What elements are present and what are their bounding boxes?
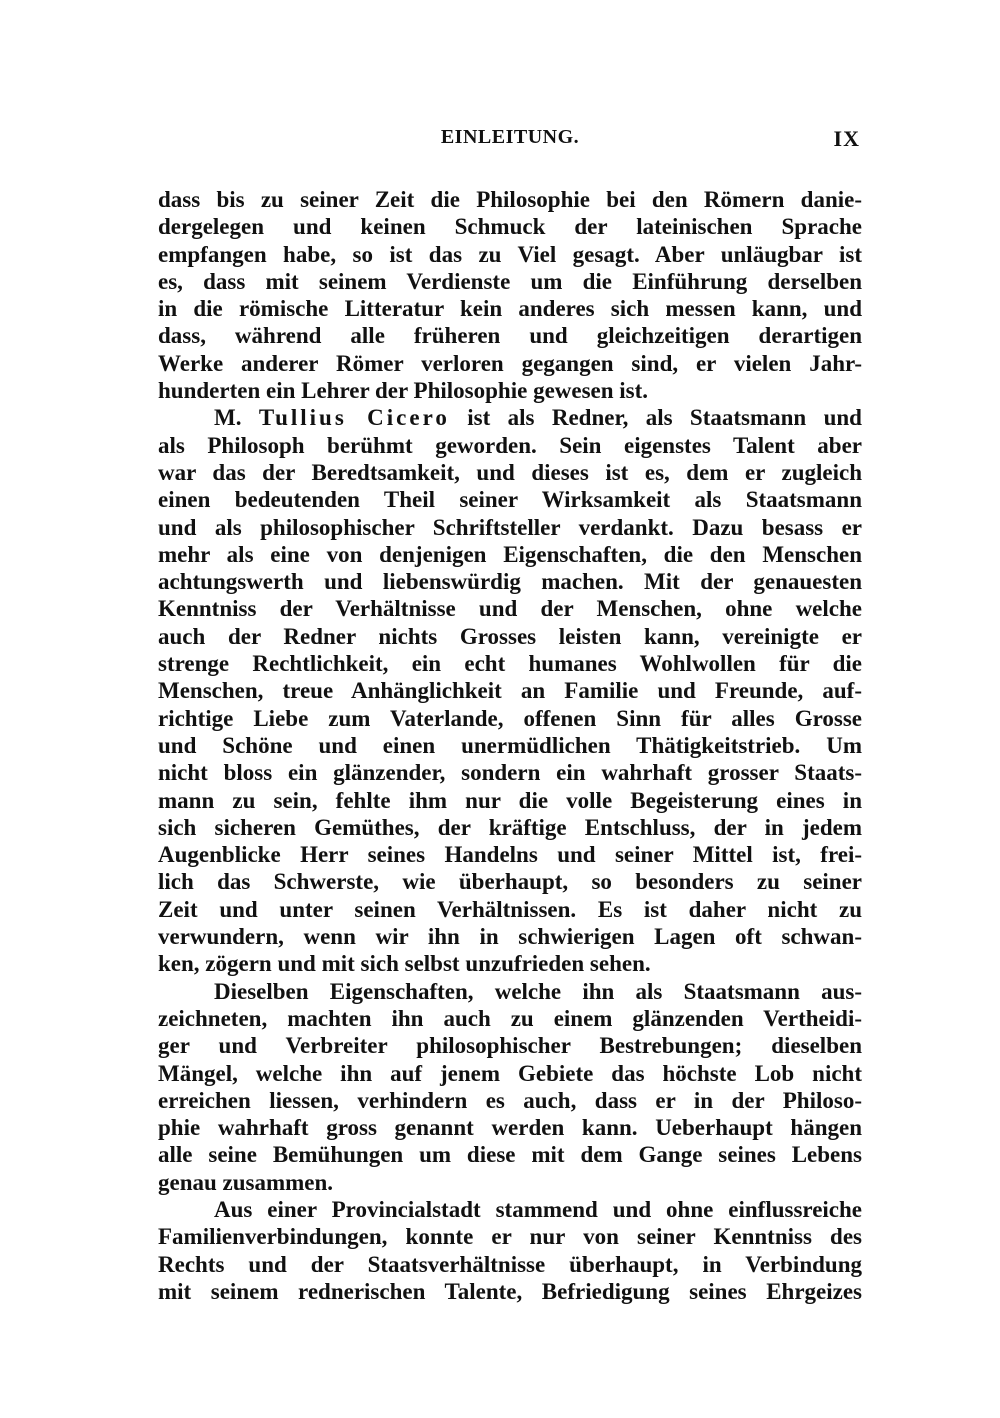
text-line: phie wahrhaft gross genannt werden kann. Ueberhaupt hängen: [158, 1115, 862, 1141]
text-line: hunderten ein Lehrer der Philosophie gewesen ist.: [158, 378, 649, 404]
text-line: mehr als eine von denjenigen Eigenschaften, die den Menschen: [158, 541, 862, 567]
text-line: erreichen liessen, verhindern es auch, dass er in der Philoso-: [158, 1087, 862, 1113]
text-line: Familienverbindungen, konnte er nur von seiner Kenntniss des: [158, 1224, 862, 1250]
text-line: lich das Schwerste, wie überhaupt, so besonders zu seiner: [158, 869, 862, 895]
text-line: dergelegen und keinen Schmuck der lateinischen Sprache: [158, 214, 862, 240]
text-line: Rechts und der Staatsverhältnisse überhaupt, in Verbindung: [158, 1251, 862, 1277]
author-name: Tullius Cicero: [258, 405, 450, 431]
text-line: achtungswerth und liebenswürdig machen. Mit der genauesten: [158, 569, 862, 595]
text-line: Aus einer Provincialstadt stammend und ohne einflussreiche: [214, 1196, 862, 1222]
text-line: strenge Rechtlichkeit, ein echt humanes Wohlwollen für die: [158, 651, 862, 677]
text-line: empfangen habe, so ist das zu Viel gesagt. Aber unläugbar ist: [158, 241, 862, 267]
text-line: Kenntniss der Verhältnisse und der Menschen, ohne welche: [158, 596, 862, 622]
page-number: IX: [833, 126, 860, 151]
body-text: [158, 186, 862, 1305]
text-line: verwundern, wenn wir ihn in schwierigen Lagen oft schwan-: [158, 924, 862, 950]
text-line: es, dass mit seinem Verdienste um die Einführung derselben: [158, 268, 862, 294]
text-line: Werke anderer Römer verloren gegangen sind, er vielen Jahr-: [158, 350, 862, 376]
text-line: sich sicheren Gemüthes, der kräftige Entschluss, der in jedem: [158, 814, 862, 840]
text-line: mit seinem rednerischen Talente, Befriedigung seines Ehrgeizes: [158, 1278, 862, 1304]
text-line: genau zusammen.: [158, 1169, 334, 1195]
text-line: und als philosophischer Schriftsteller verdankt. Dazu besass er: [158, 514, 862, 540]
text-line: ken, zögern und mit sich selbst unzufrieden sehen.: [158, 951, 651, 977]
running-title: EINLEITUNG.: [440, 126, 580, 148]
text-line: alle seine Bemühungen um diese mit dem Gange seines Lebens: [158, 1142, 862, 1168]
text-line: dass bis zu seiner Zeit die Philosophie bei den Römern danie-: [158, 187, 862, 212]
page-header: [158, 126, 862, 160]
text-line: Mängel, welche ihn auf jenem Gebiete das höchste Lob nicht: [158, 1060, 862, 1086]
text-line: mann zu sein, fehlte ihm nur die volle Begeisterung eines in: [158, 787, 862, 813]
text-line: zeichneten, machten ihn auch zu einem glänzenden Vertheidi-: [158, 1005, 862, 1031]
text-line: dass, während alle früheren und gleichzeitigen derartigen: [158, 323, 862, 349]
text-line: in die römische Litteratur kein anderes sich messen kann, und: [158, 296, 862, 322]
text-line: [158, 404, 862, 431]
text-fragment: ist als Redner, als Staatsmann und: [449, 405, 862, 431]
text-line: einen bedeutenden Theil seiner Wirksamkeit als Staatsmann: [158, 487, 862, 513]
text-line: Zeit und unter seinen Verhältnissen. Es ist daher nicht zu: [158, 896, 862, 922]
text-line: als Philosoph berühmt geworden. Sein eigenstes Talent aber: [158, 432, 862, 458]
text-line: und Schöne und einen unermüdlichen Thätigkeitstrieb. Um: [158, 732, 862, 758]
text-line: auch der Redner nichts Grosses leisten kann, vereinigte er: [158, 623, 862, 649]
text-line: war das der Beredtsamkeit, und dieses ist es, dem er zugleich: [158, 459, 862, 485]
text-line: richtige Liebe zum Vaterlande, offenen Sinn für alles Grosse: [158, 705, 862, 731]
text-line: ger und Verbreiter philosophischer Bestrebungen; dieselben: [158, 1033, 862, 1059]
text-line: Augenblicke Herr seines Handelns und seiner Mittel ist, frei-: [158, 842, 862, 868]
text-line: Dieselben Eigenschaften, welche ihn als Staatsmann aus-: [214, 978, 862, 1004]
text-line: Menschen, treue Anhänglichkeit an Familie und Freunde, auf-: [158, 678, 862, 704]
text-line: nicht bloss ein glänzender, sondern ein wahrhaft grosser Staats-: [158, 760, 862, 786]
text-fragment: M.: [214, 405, 259, 431]
